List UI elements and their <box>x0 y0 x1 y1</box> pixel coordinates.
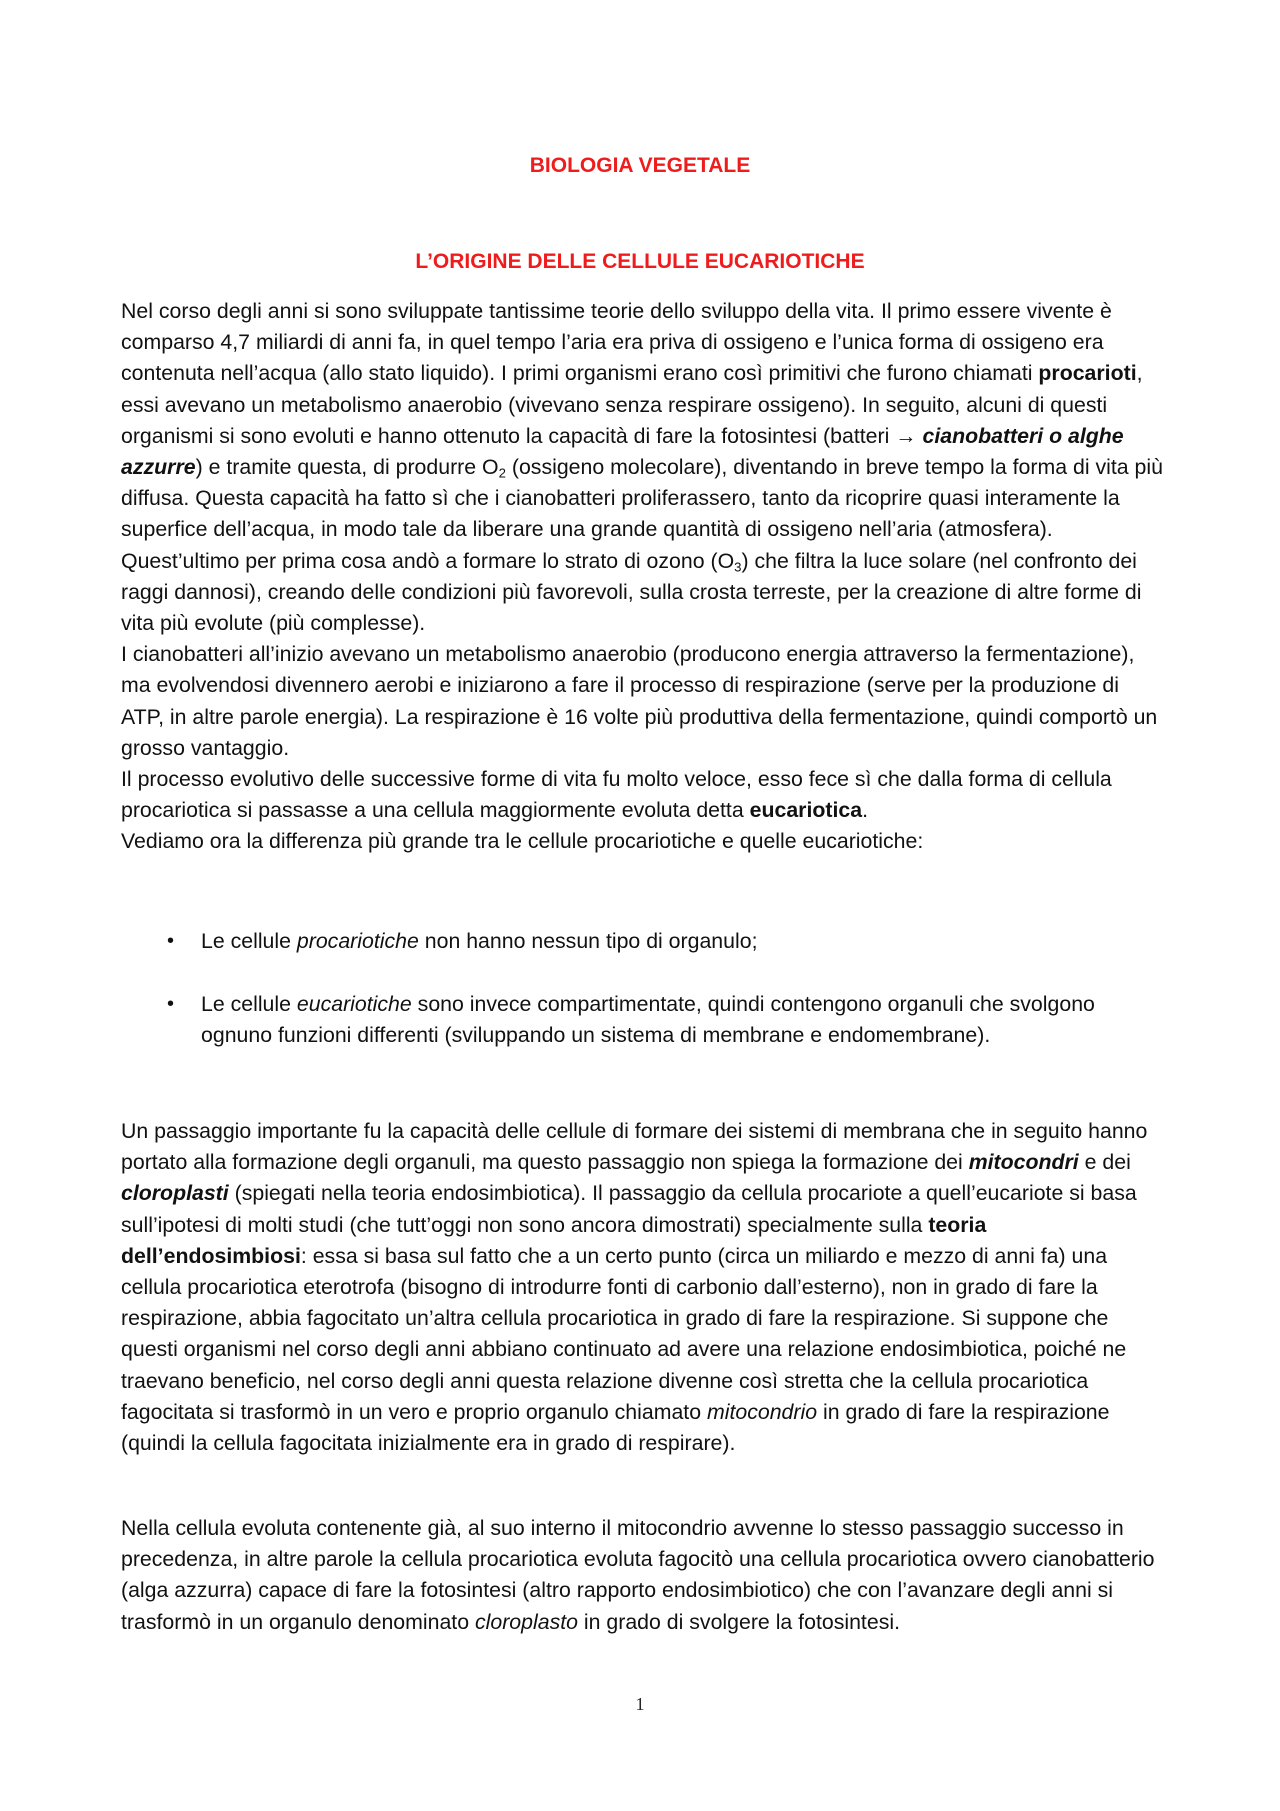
bullet-list <box>121 926 1166 1052</box>
text-run: sono invece compartimentate, quindi contengono organuli che svolgono ognuno funzioni differenti (sviluppando un sistema di membrane e endomembrane). <box>201 992 1095 1048</box>
subscript-2: 2 <box>498 465 506 481</box>
text-run: . <box>862 798 869 823</box>
text-run: Un passaggio importante fu la capacità delle cellule di formare dei sistemi di membrana che in seguito hanno portato alla formazione degli organuli, ma questo passaggio non spiega la formazione dei <box>121 1119 1148 1175</box>
paragraph-intro <box>121 296 1166 858</box>
text-run: non hanno nessun tipo di organulo; <box>418 929 758 953</box>
text-run: Le cellule <box>201 929 297 953</box>
text-run: , essi avevano un metabolismo anaerobio (vivevano senza respirare ossigeno). In seguito, alcuni di questi organismi si sono evoluti e hanno ottenuto la capacità di fare la fotosintesi (batteri <box>121 361 1143 448</box>
text-run: in grado di fare la respirazione (quindi la cellula fagocitata inizialmente era in grado di respirare). <box>121 1399 1110 1456</box>
text-run: I cianobatteri all’inizio avevano un metabolismo anaerobio (producono energia attraverso la fermentazione), ma evolvendosi divennero aerobi e iniziarono a fare il processo di respirazione (serve per la produzione di ATP, in altre parole energia). La respirazione è 16 volte più produttiva della fermentazione, quindi comportò un grosso vantaggio. <box>121 642 1158 760</box>
term-cianobatteri: cianobatteri o alghe azzurre <box>121 423 1124 480</box>
text-run: Nella cellula evoluta contenente già, al suo interno il mitocondrio avvenne lo stesso passaggio successo in precedenza, in altre parole la cellula procariotica evoluta fagocitò una cellula procariotica ovvero cianobatterio (alga azzurra) capace di fare la fotosintesi (altro rapporto endosimbiotico) che con l’avanzare degli anni si trasformò in un organulo denominato <box>121 1516 1155 1634</box>
text-run: Nel corso degli anni si sono sviluppate tantissime teorie dello sviluppo della vita. Il primo essere vivente è comparso 4,7 miliardi di anni fa, in quel tempo l’aria era priva di ossigeno e l’unica forma di ossigeno era contenuta nell’acqua (allo stato liquido). I primi organismi erano così primitivi che furono chiamati <box>121 299 1112 386</box>
text-run: : essa si basa sul fatto che a un certo punto (circa un miliardo e mezzo di anni fa) una cellula procariotica eterotrofa (bisogno di introdurre fonti di carbonio dall’esterno), non in grado di fare la respirazione, abbia fagocitato un’altra cellula procariotica in grado di fare la respirazione. Si suppone che questi organismi nel corso degli anni abbiano continuato ad avere una relazione endosimbiotica, poiché ne traevano beneficio, nel corso degli anni questa relazione divenne così stretta che la cellula procariotica fagocitata si trasformò in un vero e proprio organulo chiamato <box>121 1243 1127 1424</box>
term-cloroplasti: cloroplasti <box>121 1181 229 1206</box>
text-run: in grado di svolgere la fotosintesi. <box>577 1609 900 1634</box>
term-mitocondrio: mitocondrio <box>706 1399 818 1424</box>
list-item <box>121 989 1166 1051</box>
bullet-icon: • <box>167 930 175 952</box>
term-cloroplasto: cloroplasto <box>474 1609 578 1634</box>
text-run: Vediamo ora la differenza più grande tra le cellule procariotiche e quelle eucariotiche: <box>121 829 924 854</box>
term-mitocondri: mitocondri <box>968 1150 1079 1175</box>
text-run: ) e tramite questa, di produrre O <box>195 455 499 480</box>
document-title: BIOLOGIA VEGETALE <box>529 154 751 177</box>
text-run: Il processo evolutivo delle successive forme di vita fu molto veloce, esso fece sì che dalla forma di cellula procariotica si passasse a una cellula maggiormente evoluta detta <box>121 767 1112 823</box>
term-eucariotiche: eucariotiche <box>296 992 412 1017</box>
text-run: (spiegati nella teoria endosimbiotica). Il passaggio da cellula procariote a quell’eucariote si basa sull’ipotesi di molti studi (che tutt’oggi non sono ancora dimostrati) specialmente sulla <box>121 1181 1137 1237</box>
text-run: ) che filtra la luce solare (nel confronto dei raggi dannosi), creando delle condizioni più favorevoli, sulla crosta terreste, per la creazione di altre forme di vita più evolute (più complesse). <box>121 548 1142 636</box>
paragraph-chloroplast <box>121 1513 1166 1638</box>
term-teoria-endosimbiosi: teoria dell’endosimbiosi <box>121 1212 987 1268</box>
section-title: L’ORIGINE DELLE CELLULE EUCARIOTICHE <box>415 250 865 273</box>
term-procariotiche: procariotiche <box>296 929 419 953</box>
paragraph-endosymbiosis <box>121 1116 1166 1459</box>
list-item <box>121 926 1166 957</box>
arrow-icon: → <box>895 423 917 448</box>
term-eucariotica: eucariotica <box>749 798 863 823</box>
page-number: 1 <box>635 1694 645 1714</box>
text-run: (ossigeno molecolare), diventando in breve tempo la forma di vita più diffusa. Questa capacità ha fatto sì che i cianobatteri proliferassero, tanto da ricoprire quasi interamente la superfice dell’acqua, in modo tale da liberare una grande quantità di ossigeno nell’aria (atmosfera). Quest’ultimo per prima cosa andò a formare lo strato di ozono (O <box>121 455 1163 573</box>
bullet-icon: • <box>167 993 175 1016</box>
text-run: e dei <box>1078 1150 1131 1175</box>
text-run: Le cellule <box>201 992 297 1017</box>
term-procarioti: procarioti <box>1038 361 1137 386</box>
subscript-3: 3 <box>734 558 742 574</box>
